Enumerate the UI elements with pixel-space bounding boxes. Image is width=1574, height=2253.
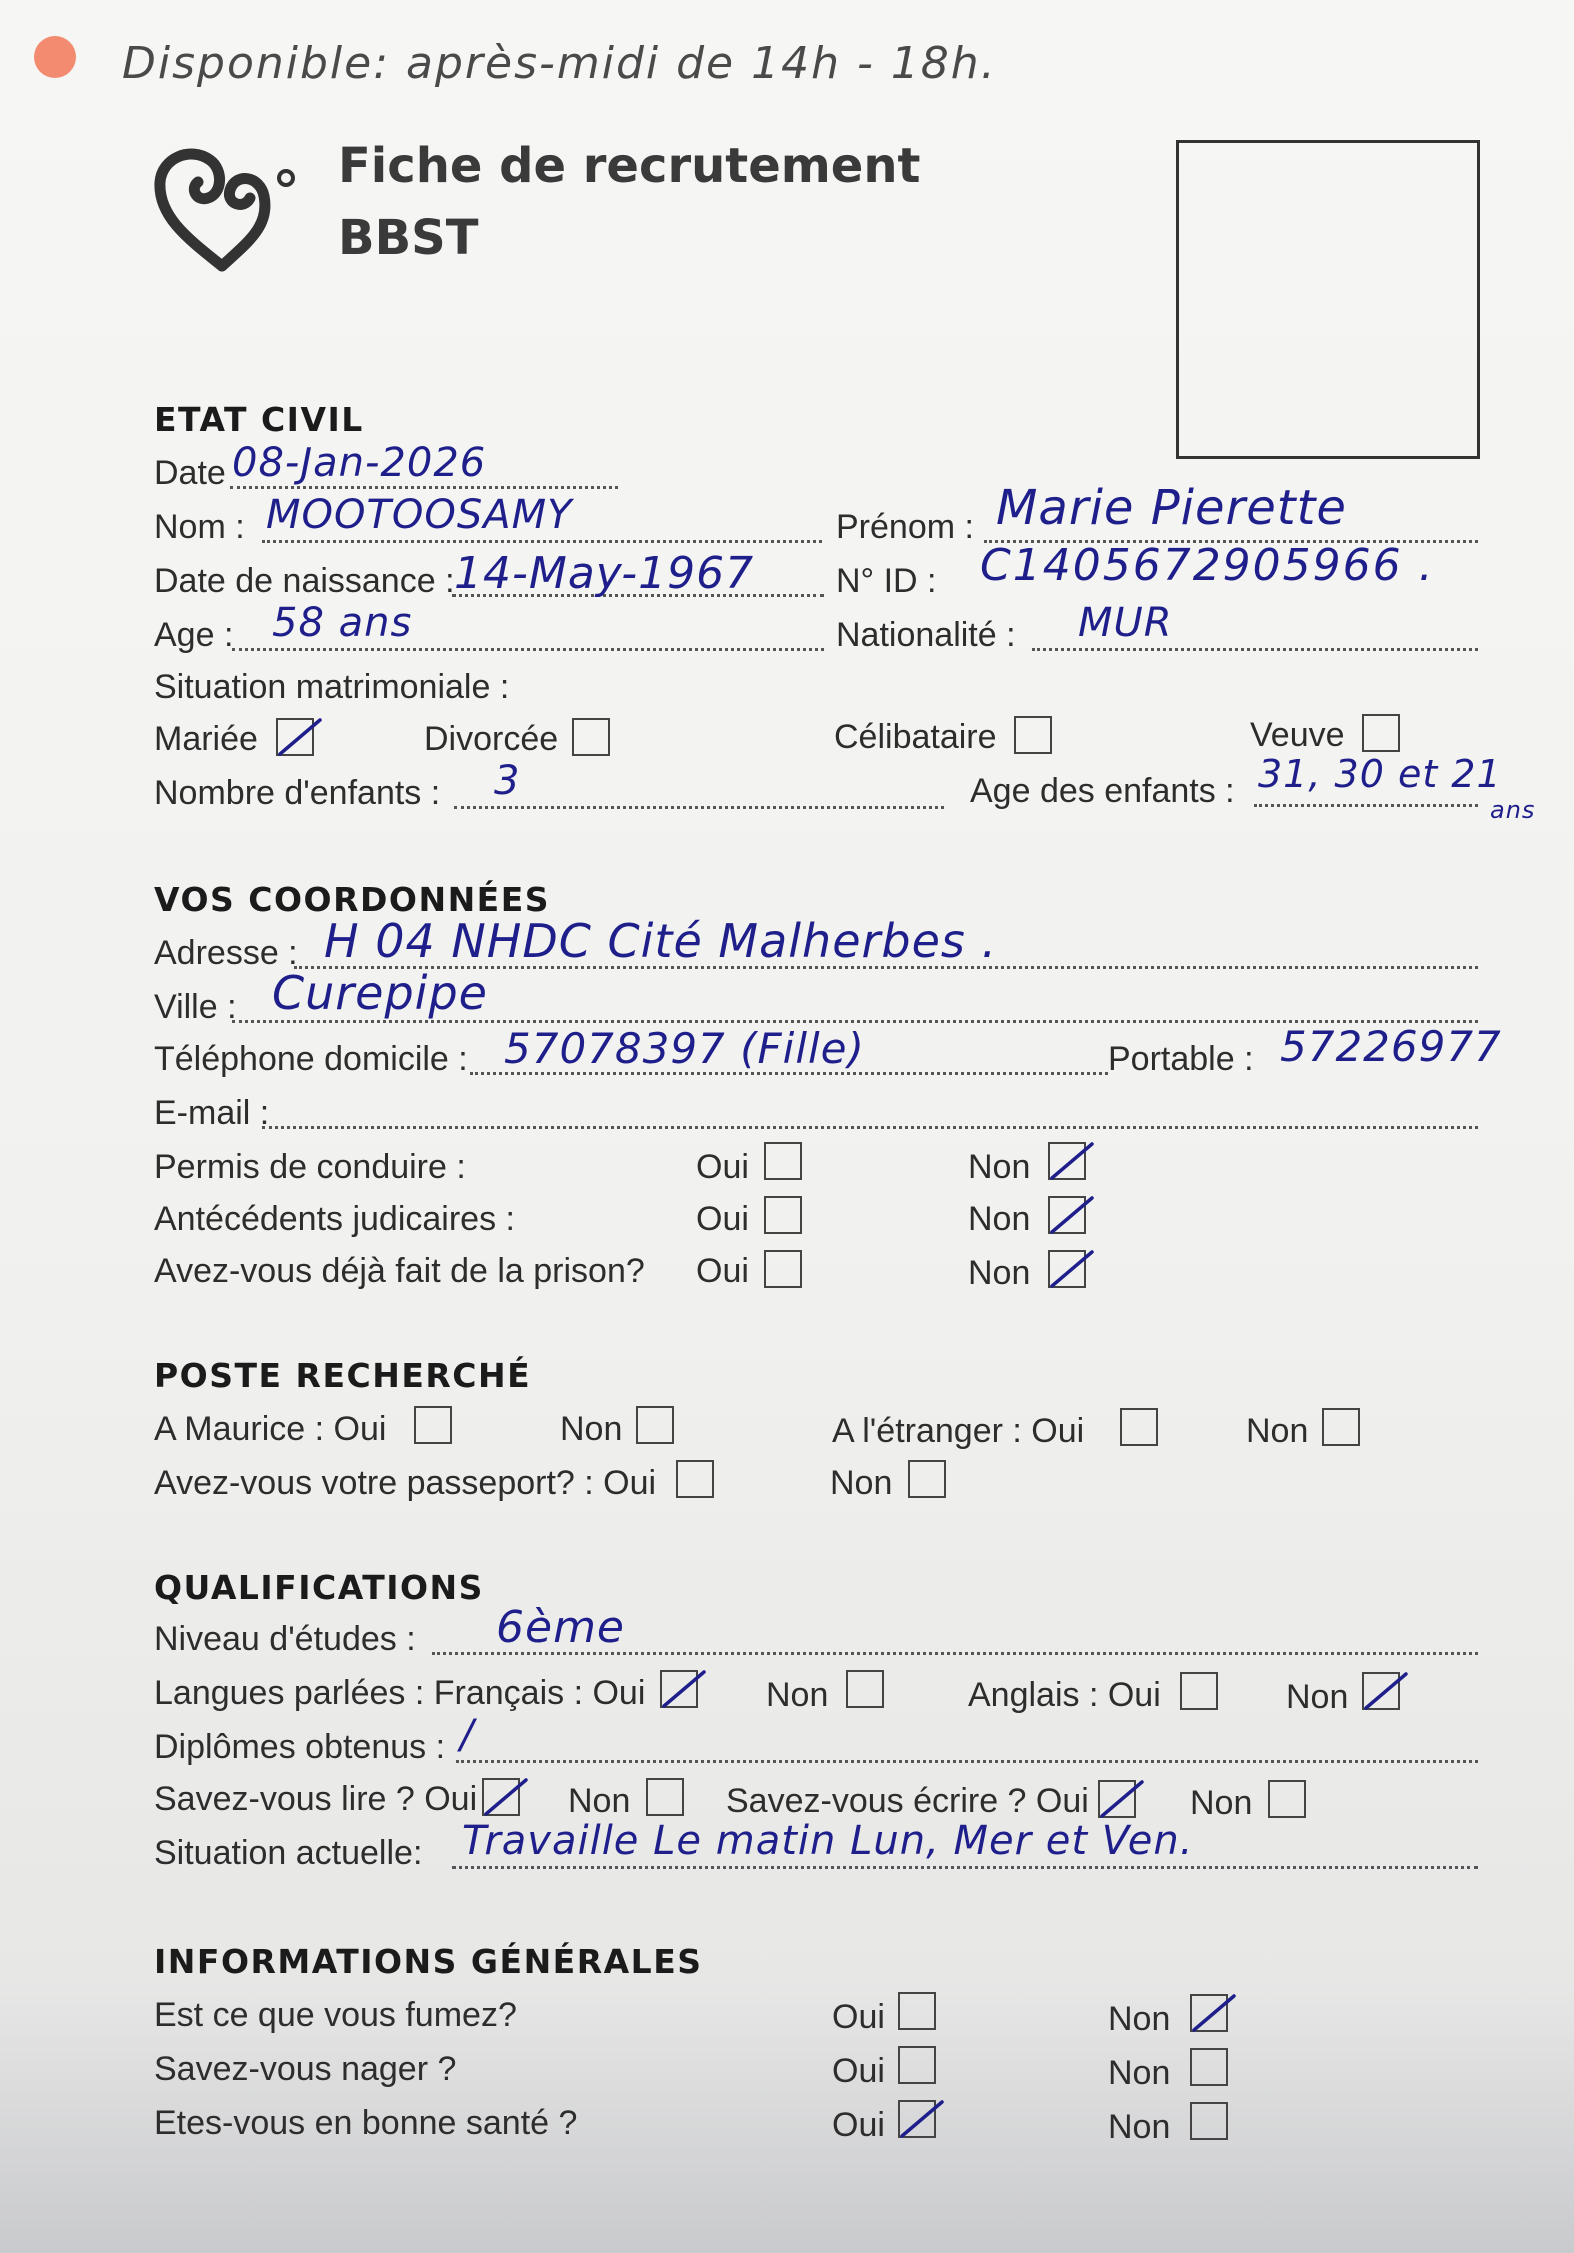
prison-non-label: Non bbox=[968, 1254, 1031, 1292]
sante-oui-label: Oui bbox=[832, 2106, 885, 2144]
checkmark-icon bbox=[1362, 1668, 1408, 1714]
passeport-oui-checkbox[interactable] bbox=[676, 1460, 714, 1498]
francais-non-label: Non bbox=[766, 1676, 829, 1714]
situation-actuelle-value[interactable]: Travaille Le matin Lun, Mer et Ven. bbox=[462, 1818, 1194, 1864]
checkmark-icon bbox=[898, 2096, 944, 2142]
age-value[interactable]: 58 ans bbox=[272, 600, 413, 646]
age-enfants-suffix: ans bbox=[1490, 796, 1536, 824]
nager-label: Savez-vous nager ? bbox=[154, 2050, 457, 2088]
portable-value[interactable]: 57226977 bbox=[1280, 1022, 1502, 1071]
nager-non-checkbox[interactable] bbox=[1190, 2048, 1228, 2086]
permis-label: Permis de conduire : bbox=[154, 1148, 466, 1186]
ecrire-label: Savez-vous écrire ? Oui bbox=[726, 1782, 1089, 1820]
divorcee-label: Divorcée bbox=[424, 720, 559, 758]
etranger-non-label: Non bbox=[1246, 1412, 1309, 1450]
orange-dot-marker bbox=[34, 36, 76, 78]
prison-non-checkbox[interactable] bbox=[1048, 1250, 1086, 1288]
age-label: Age : bbox=[154, 616, 234, 654]
nager-oui-label: Oui bbox=[832, 2052, 885, 2090]
date-label: Date bbox=[154, 454, 226, 492]
nombre-enfants-label: Nombre d'enfants : bbox=[154, 774, 441, 812]
diplomes-value[interactable]: / bbox=[460, 1712, 475, 1758]
bbst-logo-icon bbox=[152, 138, 300, 280]
checkmark-icon bbox=[1048, 1138, 1094, 1184]
etranger-non-checkbox[interactable] bbox=[1322, 1408, 1360, 1446]
permis-oui-checkbox[interactable] bbox=[764, 1142, 802, 1180]
section-qualifications: QUALIFICATIONS bbox=[154, 1568, 484, 1607]
passeport-non-checkbox[interactable] bbox=[908, 1460, 946, 1498]
availability-note: Disponible: après-midi de 14h - 18h. bbox=[122, 38, 997, 89]
maurice-non-checkbox[interactable] bbox=[636, 1406, 674, 1444]
lire-non-checkbox[interactable] bbox=[646, 1778, 684, 1816]
prenom-value[interactable]: Marie Pierette bbox=[996, 480, 1347, 536]
email-label: E-mail : bbox=[154, 1094, 270, 1132]
ville-label: Ville : bbox=[154, 988, 237, 1026]
id-label: N° ID : bbox=[836, 562, 937, 600]
lire-label: Savez-vous lire ? Oui bbox=[154, 1780, 478, 1818]
fumez-non-label: Non bbox=[1108, 2000, 1171, 2038]
fumez-oui-label: Oui bbox=[832, 1998, 885, 2036]
fumez-non-checkbox[interactable] bbox=[1190, 1994, 1228, 2032]
diplomes-label: Diplômes obtenus : bbox=[154, 1728, 446, 1766]
nom-value[interactable]: MOOTOOSAMY bbox=[266, 492, 573, 538]
passeport-label: Avez-vous votre passeport? : Oui bbox=[154, 1464, 657, 1502]
prenom-label: Prénom : bbox=[836, 508, 974, 546]
adresse-value[interactable]: H 04 NHDC Cité Malherbes . bbox=[324, 914, 998, 968]
prison-oui-checkbox[interactable] bbox=[764, 1250, 802, 1288]
antecedents-label: Antécédents judicaires : bbox=[154, 1200, 515, 1238]
checkmark-icon bbox=[1048, 1246, 1094, 1292]
date-naissance-label: Date de naissance : bbox=[154, 562, 455, 600]
fumez-oui-checkbox[interactable] bbox=[898, 1992, 936, 2030]
checkmark-icon bbox=[1190, 1990, 1236, 2036]
form-title: Fiche de recrutement bbox=[338, 138, 921, 194]
mariee-checkbox[interactable] bbox=[276, 718, 314, 756]
telephone-domicile-value[interactable]: 57078397 (Fille) bbox=[504, 1024, 865, 1073]
age-enfants-value[interactable]: 31, 30 et 21 bbox=[1258, 752, 1502, 796]
adresse-label: Adresse : bbox=[154, 934, 298, 972]
prison-label: Avez-vous déjà fait de la prison? bbox=[154, 1252, 645, 1290]
situation-actuelle-label: Situation actuelle: bbox=[154, 1834, 423, 1872]
veuve-label: Veuve bbox=[1250, 716, 1345, 754]
nationalite-value[interactable]: MUR bbox=[1078, 600, 1173, 646]
francais-oui-checkbox[interactable] bbox=[660, 1670, 698, 1708]
ecrire-non-checkbox[interactable] bbox=[1268, 1780, 1306, 1818]
checkmark-icon bbox=[660, 1666, 706, 1712]
form-subtitle: BBST bbox=[338, 210, 479, 266]
date-naissance-value[interactable]: 14-May-1967 bbox=[454, 548, 755, 599]
niveau-etudes-label: Niveau d'études : bbox=[154, 1620, 416, 1658]
niveau-etudes-value[interactable]: 6ème bbox=[496, 1602, 625, 1653]
veuve-checkbox[interactable] bbox=[1362, 714, 1400, 752]
maurice-label: A Maurice : Oui bbox=[154, 1410, 387, 1448]
ecrire-non-label: Non bbox=[1190, 1784, 1253, 1822]
ecrire-oui-checkbox[interactable] bbox=[1098, 1780, 1136, 1818]
anglais-non-label: Non bbox=[1286, 1678, 1349, 1716]
section-poste-recherche: POSTE RECHERCHÉ bbox=[154, 1356, 532, 1395]
etranger-label: A l'étranger : Oui bbox=[832, 1412, 1085, 1450]
section-coordonnees: VOS COORDONNÉES bbox=[154, 880, 551, 919]
permis-non-label: Non bbox=[968, 1148, 1031, 1186]
antecedents-non-label: Non bbox=[968, 1200, 1031, 1238]
maurice-non-label: Non bbox=[560, 1410, 623, 1448]
antecedents-oui-checkbox[interactable] bbox=[764, 1196, 802, 1234]
nager-oui-checkbox[interactable] bbox=[898, 2046, 936, 2084]
sante-non-label: Non bbox=[1108, 2108, 1171, 2146]
nombre-enfants-value[interactable]: 3 bbox=[494, 758, 521, 804]
nom-label: Nom : bbox=[154, 508, 245, 546]
celibataire-label: Célibataire bbox=[834, 718, 997, 756]
antecedents-oui-label: Oui bbox=[696, 1200, 749, 1238]
anglais-label: Anglais : Oui bbox=[968, 1676, 1161, 1714]
nationalite-label: Nationalité : bbox=[836, 616, 1016, 654]
celibataire-checkbox[interactable] bbox=[1014, 716, 1052, 754]
sante-label: Etes-vous en bonne santé ? bbox=[154, 2104, 578, 2142]
section-etat-civil: ETAT CIVIL bbox=[154, 400, 364, 439]
ville-value[interactable]: Curepipe bbox=[272, 966, 488, 1020]
francais-non-checkbox[interactable] bbox=[846, 1670, 884, 1708]
permis-non-checkbox[interactable] bbox=[1048, 1142, 1086, 1180]
divorcee-checkbox[interactable] bbox=[572, 718, 610, 756]
checkmark-icon bbox=[1048, 1192, 1094, 1238]
section-informations-generales: INFORMATIONS GÉNÉRALES bbox=[154, 1942, 703, 1981]
fumez-label: Est ce que vous fumez? bbox=[154, 1996, 517, 2034]
anglais-non-checkbox[interactable] bbox=[1362, 1672, 1400, 1710]
lire-oui-checkbox[interactable] bbox=[482, 1778, 520, 1816]
passeport-non-label: Non bbox=[830, 1464, 893, 1502]
date-value[interactable]: 08-Jan-2026 bbox=[232, 440, 487, 486]
etranger-oui-checkbox[interactable] bbox=[1120, 1408, 1158, 1446]
checkmark-icon bbox=[1098, 1776, 1144, 1822]
permis-oui-label: Oui bbox=[696, 1148, 749, 1186]
telephone-domicile-label: Téléphone domicile : bbox=[154, 1040, 468, 1078]
situation-matrimoniale-label: Situation matrimoniale : bbox=[154, 668, 510, 706]
lire-non-label: Non bbox=[568, 1782, 631, 1820]
checkmark-icon bbox=[276, 714, 322, 760]
anglais-oui-checkbox[interactable] bbox=[1180, 1672, 1218, 1710]
prison-oui-label: Oui bbox=[696, 1252, 749, 1290]
photo-box bbox=[1176, 140, 1480, 459]
id-value[interactable]: C1405672905966 . bbox=[980, 540, 1435, 591]
checkmark-icon bbox=[482, 1774, 528, 1820]
sante-oui-checkbox[interactable] bbox=[898, 2100, 936, 2138]
portable-label: Portable : bbox=[1108, 1040, 1254, 1078]
nager-non-label: Non bbox=[1108, 2054, 1171, 2092]
langues-label: Langues parlées : Français : Oui bbox=[154, 1674, 646, 1712]
antecedents-non-checkbox[interactable] bbox=[1048, 1196, 1086, 1234]
maurice-oui-checkbox[interactable] bbox=[414, 1406, 452, 1444]
age-enfants-label: Age des enfants : bbox=[970, 772, 1235, 810]
mariee-label: Mariée bbox=[154, 720, 258, 758]
sante-non-checkbox[interactable] bbox=[1190, 2102, 1228, 2140]
